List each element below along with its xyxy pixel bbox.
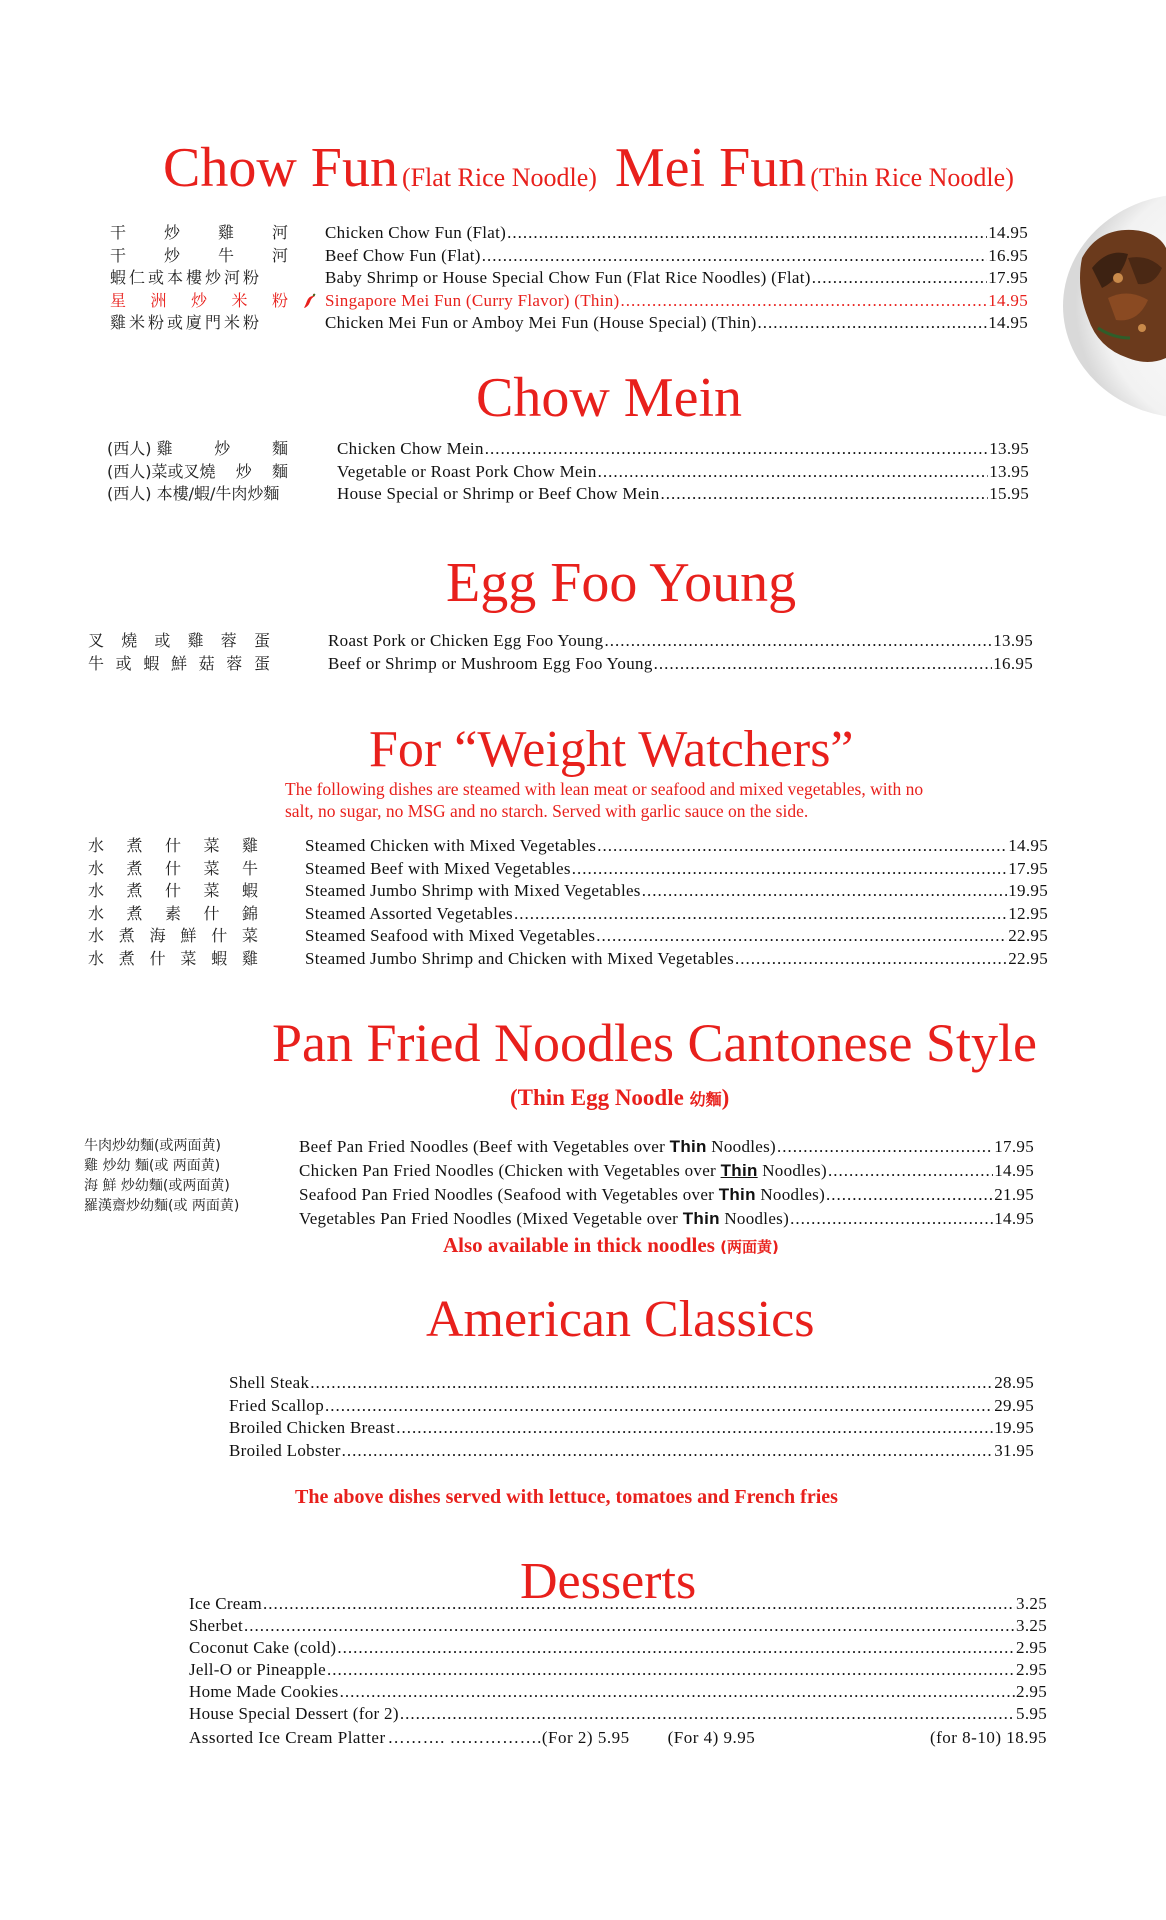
weight-watchers-chinese-names <box>88 835 258 970</box>
chow-fun-title: Chow Fun <box>163 137 398 199</box>
menu-item: Steamed Chicken with Mixed Vegetables ..... 14.95 <box>305 835 1048 858</box>
menu-item: Chicken Chow Mein ..... 13.95 <box>337 438 1029 461</box>
menu-item: Broiled Chicken Breast ..... 19.95 <box>229 1417 1034 1440</box>
ice-cream-platter-row <box>189 1727 1047 1749</box>
menu-item: House Special Dessert (for 2) ..... 5.95 <box>189 1703 1047 1725</box>
platter-option-4: (For 4) 9.95 <box>667 1728 756 1747</box>
american-classics-note: The above dishes served with lettuce, tomatoes and French fries <box>295 1486 838 1508</box>
platter-option-8-10: (for 8-10) 18.95 <box>929 1728 1047 1747</box>
cn-name: (西人) 本樓/蝦/牛肉炒麵 <box>107 484 280 503</box>
egg-foo-young-items <box>328 630 1033 675</box>
cn-name: 水 煮 海 鮮 什 菜 <box>88 926 258 945</box>
weight-watchers-note: The following dishes are steamed with lean meat or seafood and mixed vegetables, with no salt, no sugar, no MSG and no starch. Served with garlic sauce on the side. <box>285 779 924 821</box>
mei-fun-subtitle: (Thin Rice Noodle) <box>810 163 1014 192</box>
cn-name: 水 煮 什 菜 蝦 雞 <box>88 948 258 968</box>
menu-item: Steamed Jumbo Shrimp and Chicken with Mixed Vegetables ..... 22.95 <box>305 948 1048 971</box>
chow-mein-chinese-names <box>107 438 288 506</box>
pan-fried-subtitle: (Thin Egg Noodle 幼麵) <box>510 1085 730 1110</box>
chow-fun-items <box>325 222 1028 335</box>
food-plate-photo <box>1058 188 1166 424</box>
menu-item: Chicken Pan Fried Noodles (Chicken with Vegetables over Thin Noodles) ..... 14.95 <box>299 1159 1034 1183</box>
chili-pepper-icon <box>303 293 317 309</box>
menu-item: Coconut Cake (cold) ..... 2.95 <box>189 1637 1047 1659</box>
menu-item: Fried Scallop ..... 29.95 <box>229 1395 1034 1418</box>
chow-fun-subtitle: (Flat Rice Noodle) <box>401 163 597 192</box>
menu-item: Sherbet ..... 3.25 <box>189 1615 1047 1637</box>
platter-dots: ………. ……………. <box>387 1728 542 1747</box>
cn-name: 海 鮮 炒幼麵(或两面黄) <box>84 1178 230 1194</box>
menu-item: Baby Shrimp or House Special Chow Fun (Flat Rice Noodles) (Flat) ..... 17.95 <box>325 267 1028 290</box>
menu-item: Seafood Pan Fried Noodles (Seafood with Vegetables over Thin Noodles) ..... 21.95 <box>299 1183 1034 1207</box>
cn-name: 雞米粉或廈門米粉 <box>110 313 263 332</box>
weight-watchers-items <box>305 835 1048 970</box>
desserts-title: Desserts <box>520 1553 697 1610</box>
menu-item: Broiled Lobster ..... 31.95 <box>229 1440 1034 1463</box>
menu-item: Steamed Jumbo Shrimp with Mixed Vegetables ..... 19.95 <box>305 880 1048 903</box>
cn-name: 干 炒 雞 河 <box>110 223 288 242</box>
cn-name: 水 煮 素 什 錦 <box>88 903 258 923</box>
desserts-items <box>189 1593 1047 1725</box>
chow-mein-items <box>337 438 1029 506</box>
pan-fried-chinese-names <box>84 1136 264 1216</box>
menu-item: Chicken Mei Fun or Amboy Mei Fun (House Special) (Thin) ..... 14.95 <box>325 312 1028 335</box>
platter-option-2: (For 2) 5.95 <box>541 1728 630 1747</box>
cn-name: 叉 燒 或 雞 蓉 蛋 <box>88 631 270 650</box>
egg-foo-young-title: Egg Foo Young <box>446 552 797 614</box>
cn-name: 水 煮 什 菜 牛 <box>88 858 258 878</box>
chow-fun-chinese-names <box>110 222 288 335</box>
menu-item: Steamed Seafood with Mixed Vegetables ..... 22.95 <box>305 925 1048 948</box>
cn-name: 雞 炒幼 麵(或 两面黄) <box>84 1158 221 1174</box>
chow-fun-heading <box>163 137 1014 199</box>
cn-name: 蝦仁或本樓炒河粉 <box>110 268 263 287</box>
menu-item: Ice Cream ..... 3.25 <box>189 1593 1047 1615</box>
cn-name: 牛 或 蝦 鮮 菇 蓉 蛋 <box>88 653 270 673</box>
menu-item: Vegetables Pan Fried Noodles (Mixed Vegetable over Thin Noodles) ..... 14.95 <box>299 1207 1034 1231</box>
menu-item: Shell Steak ..... 28.95 <box>229 1372 1034 1395</box>
thick-noodles-note: Also available in thick noodles (两面黄) <box>443 1233 779 1257</box>
menu-item: Beef Chow Fun (Flat) ..... 16.95 <box>325 245 1028 268</box>
pan-fried-items <box>299 1135 1034 1231</box>
menu-item: Jell-O or Pineapple ..... 2.95 <box>189 1659 1047 1681</box>
cn-name: (西人) 雞 炒 麵 <box>107 439 288 458</box>
cn-name: 羅漢齋炒幼麵(或 两面黄) <box>84 1198 240 1214</box>
menu-item: Beef Pan Fried Noodles (Beef with Vegetables over Thin Noodles) ..... 17.95 <box>299 1135 1034 1159</box>
cn-name: 水 煮 什 菜 雞 <box>88 836 258 855</box>
cn-name: 水 煮 什 菜 蝦 <box>88 881 258 900</box>
menu-item-spicy: Singapore Mei Fun (Curry Flavor) (Thin) ..... 14.95 <box>325 290 1028 313</box>
cn-name: 干 炒 牛 河 <box>110 245 288 265</box>
menu-item: Steamed Assorted Vegetables ..... 12.95 <box>305 903 1048 926</box>
american-classics-items <box>229 1372 1034 1462</box>
american-classics-title: American Classics <box>426 1291 815 1348</box>
menu-item: Steamed Beef with Mixed Vegetables ..... 17.95 <box>305 858 1048 881</box>
menu-item: Vegetable or Roast Pork Chow Mein ..... 13.95 <box>337 461 1029 484</box>
platter-name: Assorted Ice Cream Platter <box>189 1728 386 1747</box>
egg-foo-young-chinese-names <box>88 630 270 675</box>
menu-item: Roast Pork or Chicken Egg Foo Young ..... 13.95 <box>328 630 1033 653</box>
menu-item: Chicken Chow Fun (Flat) ..... 14.95 <box>325 222 1028 245</box>
menu-item: Home Made Cookies ..... 2.95 <box>189 1681 1047 1703</box>
weight-watchers-title: For “Weight Watchers” <box>369 721 854 778</box>
cn-name: (西人)菜或叉燒 炒 麵 <box>107 461 288 481</box>
cn-name: 星 洲 炒 米 粉 <box>110 290 288 310</box>
chow-mein-title: Chow Mein <box>476 367 742 429</box>
pan-fried-noodles-title: Pan Fried Noodles Cantonese Style <box>272 1013 1037 1073</box>
mei-fun-title: Mei Fun <box>614 137 807 199</box>
menu-item: House Special or Shrimp or Beef Chow Mein ..... 15.95 <box>337 483 1029 506</box>
menu-item: Beef or Shrimp or Mushroom Egg Foo Young ..... 16.95 <box>328 653 1033 676</box>
cn-name: 牛肉炒幼麵(或两面黄) <box>84 1138 221 1154</box>
